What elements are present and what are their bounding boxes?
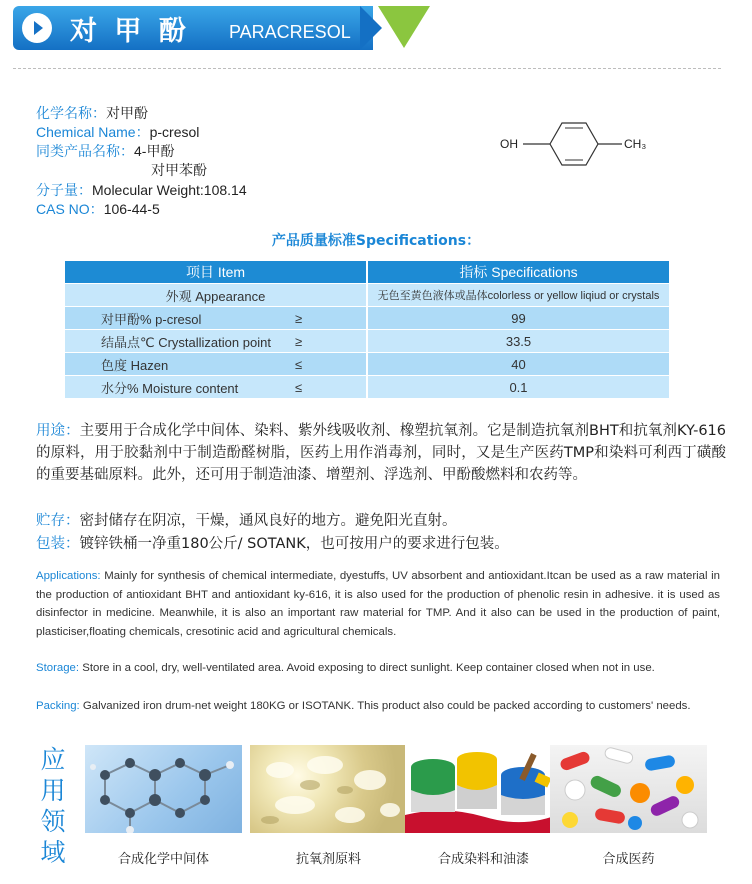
structure-oh-label: OH — [500, 137, 518, 151]
table-row — [65, 330, 669, 353]
applications-title-char: 用 — [40, 776, 66, 805]
page-title-cn: 对 甲 酚 — [70, 16, 190, 47]
molecular-weight-value: Molecular Weight:108.14 — [92, 182, 247, 198]
chemical-structure-diagram — [496, 112, 656, 176]
paint-cans-drawing — [405, 745, 562, 833]
page-title-en: PARACRESOL — [229, 22, 351, 42]
table-header-row — [65, 261, 669, 284]
packing-label-cn: 包装： — [36, 536, 80, 552]
table-cell-value: 99 — [367, 307, 669, 330]
table-row — [65, 376, 669, 399]
powder-drawing — [250, 745, 407, 833]
table-header-spec: 指标 Specifications — [367, 261, 669, 284]
application-caption: 合成化学中间体 — [117, 852, 209, 867]
applications-paragraph-en — [36, 567, 720, 641]
packing-label-en: Packing: — [36, 700, 80, 712]
application-caption: 抗氧剂原料 — [295, 852, 361, 867]
table-cell-operator: ≤ — [295, 376, 367, 399]
paint-cans-image — [405, 745, 562, 833]
table-cell-value: 40 — [367, 353, 669, 376]
table-cell-operator: ≤ — [295, 353, 367, 376]
green-triangle-decoration — [378, 6, 430, 48]
spec-heading: 产品质量标准Specifications： — [271, 233, 481, 249]
spec-table — [65, 261, 669, 399]
applications-title — [36, 744, 70, 868]
cas-number-label: CAS NO： — [36, 201, 104, 217]
table-row — [65, 284, 669, 307]
storage-paragraph-cn — [36, 510, 726, 532]
storage-label-cn: 贮存： — [36, 513, 80, 529]
table-cell-operator: ≥ — [295, 307, 367, 330]
storage-label-en: Storage: — [36, 662, 80, 674]
storage-paragraph-en — [36, 659, 720, 678]
chemical-name-en — [36, 122, 199, 142]
packing-text-en: Galvanized iron drum-net weight 180KG or ISOTANK. This product also could be packed according to customers' needs. — [79, 700, 691, 712]
packing-paragraph-cn — [36, 533, 726, 555]
applications-title-char: 领 — [40, 807, 66, 836]
structure-ch3-label: CH₃ — [624, 137, 647, 151]
table-cell-name: 色度 Hazen — [65, 353, 295, 376]
molecular-weight-label: 分子量： — [36, 182, 92, 198]
cas-number — [36, 199, 160, 219]
similar-product-1: 4-甲酚 — [134, 143, 175, 159]
packing-paragraph-en — [36, 697, 720, 716]
uses-text-cn: 主要用于合成化学中间体、染料、紫外线吸收剂、橡塑抗氧剂。它是制造抗氧剂BHT和抗氧剂KY-616的原料，用于胶黏剂中于制造酚醛树脂，医药上用作消毒剂，同时，又是生产医药TMP和染料可利西丁磺酸的重要基础原料。此外，还可用于制造油漆、增塑剂、浮选剂、甲酚酸燃料和农药等。 — [36, 423, 727, 483]
benzene-ring — [550, 123, 598, 165]
uses-label-cn: 用途： — [36, 423, 80, 439]
applications-label-en: Applications: — [36, 570, 101, 582]
table-cell-operator: ≥ — [295, 330, 367, 353]
chemical-name-cn — [36, 103, 148, 123]
applications-title-char: 应 — [40, 745, 66, 774]
uses-paragraph-cn — [36, 420, 726, 486]
applications-title-char: 域 — [40, 838, 66, 867]
cas-number-value: 106-44-5 — [103, 201, 160, 217]
application-caption: 合成医药 — [602, 852, 655, 867]
table-cell-value: 0.1 — [367, 376, 669, 399]
packing-text-cn: 镀锌铁桶一净重180公斤/ SOTANK，也可按用户的要求进行包装。 — [79, 536, 509, 552]
play-arrow-icon — [34, 21, 43, 35]
table-row — [65, 307, 669, 330]
pills-drawing — [550, 745, 707, 833]
table-header-item: 项目 Item — [65, 261, 367, 284]
chemical-name-cn-value: 对甲酚 — [106, 105, 148, 121]
molecule-model-drawing — [85, 745, 242, 833]
dashed-divider — [13, 68, 721, 69]
table-cell-name: 对甲酚% p-cresol — [65, 307, 295, 330]
similar-products-label: 同类产品名称： — [36, 143, 134, 159]
antioxidant-powder-image — [250, 745, 407, 833]
table-row — [65, 353, 669, 376]
chemical-name-cn-label: 化学名称： — [36, 105, 106, 121]
similar-product-2: 对甲苯酚 — [151, 162, 207, 178]
medicine-pills-image — [550, 745, 707, 833]
storage-text-en: Store in a cool, dry, well-ventilated area. Avoid exposing to direct sunlight. Keep container closed when not in use. — [79, 662, 655, 674]
storage-text-cn: 密封储存在阴凉，干燥，通风良好的地方。避免阳光直射。 — [79, 513, 457, 529]
application-caption: 合成染料和油漆 — [437, 852, 529, 867]
chemical-name-en-value: p-cresol — [149, 124, 200, 140]
similar-products — [36, 141, 174, 161]
molecule-model-image — [85, 745, 242, 833]
table-cell-name: 外观 Appearance — [65, 284, 367, 307]
chemical-name-en-label: Chemical Name： — [36, 124, 150, 140]
table-cell-name: 结晶点℃ Crystallization point — [65, 330, 295, 353]
applications-text-en: Mainly for synthesis of chemical intermediate, dyestuffs, UV absorbent and antioxidant.Itcan be used as a raw material in the production of antioxidant BHT and antioxidant ky-616, it is also used for the production of phenolic resin in adhesive. it is used as disinfector in medicine. Meanwhile, it is also an important raw material for TMP. And it also can be used in the production of paint, plasticiser,floating chemicals, cresotinic acid and agricultural chemicals. — [36, 570, 720, 638]
molecular-weight — [36, 180, 247, 200]
table-cell-name: 水分% Moisture content — [65, 376, 295, 399]
table-cell-value: 33.5 — [367, 330, 669, 353]
table-cell-value: 无色至黄色液体或晶体colorless or yellow liqiud or crystals — [367, 284, 669, 307]
